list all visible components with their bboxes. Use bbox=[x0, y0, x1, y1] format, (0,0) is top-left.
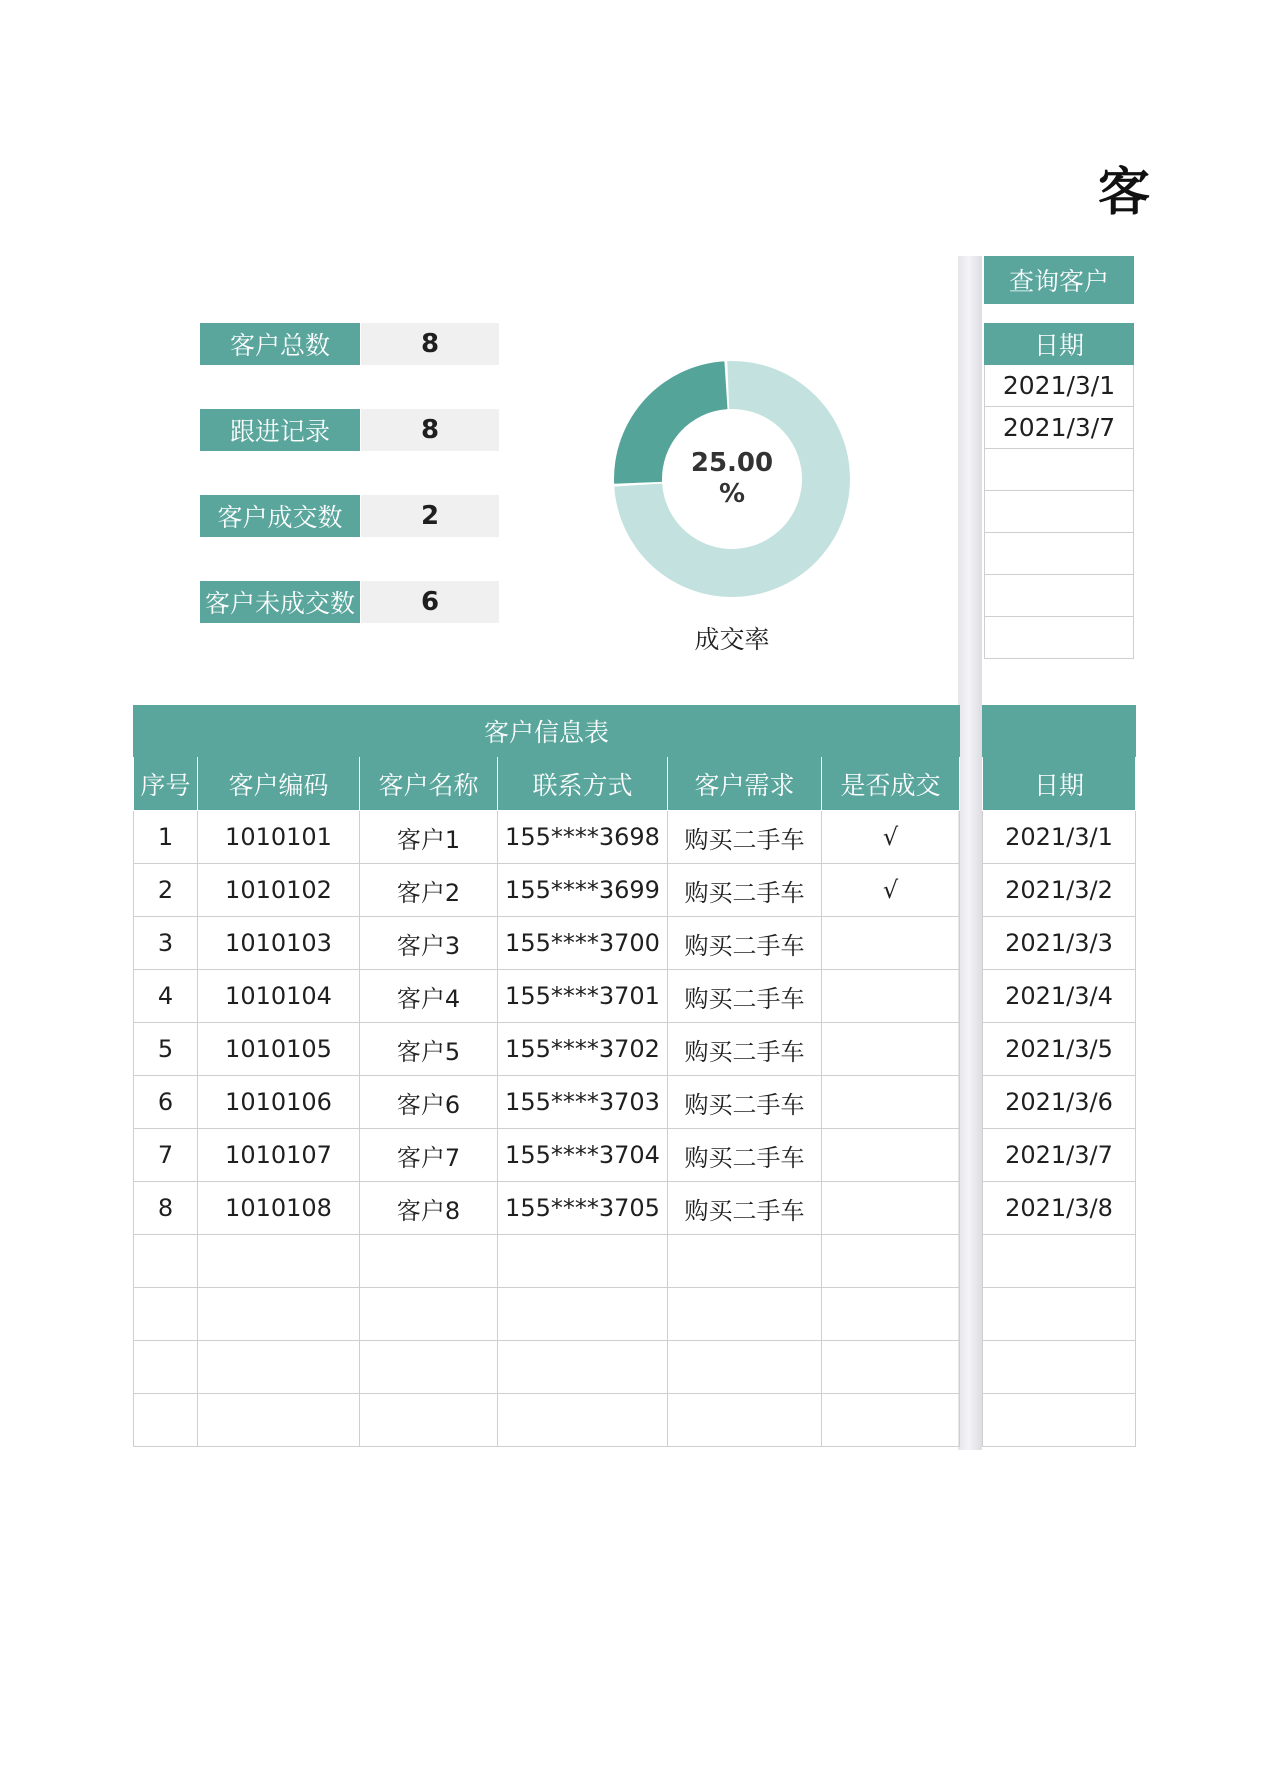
cell-index[interactable]: 8 bbox=[134, 1182, 198, 1235]
cell-need[interactable]: 购买二手车 bbox=[668, 970, 822, 1023]
cell-name[interactable] bbox=[360, 1288, 498, 1341]
column-header-need: 客户需求 bbox=[668, 757, 822, 811]
cell-deal[interactable] bbox=[822, 1182, 960, 1235]
page-title: 客 bbox=[1098, 163, 1151, 223]
column-header-date: 日期 bbox=[983, 757, 1136, 811]
cell-index[interactable]: 6 bbox=[134, 1076, 198, 1129]
cell-deal[interactable]: √ bbox=[822, 864, 960, 917]
date-row bbox=[983, 1288, 1136, 1341]
cell-index[interactable] bbox=[134, 1341, 198, 1394]
table-row bbox=[134, 1341, 960, 1394]
query-date-cell[interactable] bbox=[984, 533, 1134, 575]
cell-deal[interactable] bbox=[822, 1288, 960, 1341]
cell-index[interactable] bbox=[134, 1288, 198, 1341]
cell-index[interactable]: 1 bbox=[134, 811, 198, 864]
cell-name[interactable]: 客户1 bbox=[360, 811, 498, 864]
column-header-deal: 是否成交 bbox=[822, 757, 960, 811]
query-date-cell[interactable]: 2021/3/1 bbox=[984, 365, 1134, 407]
customer-info-table bbox=[133, 705, 960, 1447]
date-row bbox=[983, 1076, 1136, 1129]
cell-date[interactable]: 2021/3/4 bbox=[983, 970, 1136, 1023]
kpi-value-deals: 2 bbox=[361, 495, 499, 537]
cell-need[interactable]: 购买二手车 bbox=[668, 917, 822, 970]
table-row bbox=[134, 1182, 960, 1235]
date-table-caption bbox=[983, 706, 1136, 757]
cell-need[interactable]: 购买二手车 bbox=[668, 1023, 822, 1076]
cell-deal[interactable] bbox=[822, 1129, 960, 1182]
cell-index[interactable]: 5 bbox=[134, 1023, 198, 1076]
table-row bbox=[134, 864, 960, 917]
query-date-cell[interactable] bbox=[984, 617, 1134, 659]
table-row bbox=[134, 1076, 960, 1129]
cell-need[interactable]: 购买二手车 bbox=[668, 811, 822, 864]
query-date-header: 日期 bbox=[984, 323, 1134, 365]
cell-contact[interactable]: 155****3700 bbox=[498, 917, 668, 970]
date-row bbox=[983, 1182, 1136, 1235]
cell-contact[interactable] bbox=[498, 1341, 668, 1394]
cell-name[interactable]: 客户8 bbox=[360, 1182, 498, 1235]
cell-contact[interactable] bbox=[498, 1394, 668, 1447]
cell-contact[interactable]: 155****3704 bbox=[498, 1129, 668, 1182]
kpi-label-deals: 客户成交数 bbox=[200, 495, 360, 537]
date-row bbox=[983, 1129, 1136, 1182]
date-row bbox=[983, 1235, 1136, 1288]
cell-code[interactable]: 1010108 bbox=[198, 1182, 360, 1235]
cell-index[interactable]: 3 bbox=[134, 917, 198, 970]
cell-date[interactable] bbox=[983, 1394, 1136, 1447]
cell-code[interactable] bbox=[198, 1288, 360, 1341]
cell-contact[interactable]: 155****3705 bbox=[498, 1182, 668, 1235]
cell-code[interactable]: 1010107 bbox=[198, 1129, 360, 1182]
column-header-name: 客户名称 bbox=[360, 757, 498, 811]
date-row bbox=[983, 1394, 1136, 1447]
query-date-cell[interactable] bbox=[984, 491, 1134, 533]
table-row bbox=[134, 1288, 960, 1341]
cell-contact[interactable]: 155****3703 bbox=[498, 1076, 668, 1129]
table-row bbox=[134, 970, 960, 1023]
date-row bbox=[983, 917, 1136, 970]
cell-deal[interactable] bbox=[822, 1023, 960, 1076]
cell-name[interactable] bbox=[360, 1341, 498, 1394]
cell-index[interactable]: 7 bbox=[134, 1129, 198, 1182]
cell-date[interactable] bbox=[983, 1235, 1136, 1288]
cell-index[interactable] bbox=[134, 1394, 198, 1447]
date-row bbox=[983, 864, 1136, 917]
cell-date[interactable]: 2021/3/3 bbox=[983, 917, 1136, 970]
kpi-value-no-deals: 6 bbox=[361, 581, 499, 623]
table-row bbox=[134, 1394, 960, 1447]
cell-index[interactable]: 4 bbox=[134, 970, 198, 1023]
cell-date[interactable] bbox=[983, 1341, 1136, 1394]
cell-code[interactable] bbox=[198, 1341, 360, 1394]
cell-deal[interactable]: √ bbox=[822, 811, 960, 864]
cell-code[interactable]: 1010106 bbox=[198, 1076, 360, 1129]
table-caption: 客户信息表 bbox=[134, 706, 960, 757]
cell-contact[interactable] bbox=[498, 1288, 668, 1341]
chart-title: 成交率 bbox=[694, 625, 770, 654]
cell-name[interactable] bbox=[360, 1394, 498, 1447]
date-table bbox=[982, 705, 1136, 1447]
cell-deal[interactable] bbox=[822, 1076, 960, 1129]
panel-separator bbox=[958, 256, 982, 1450]
cell-name[interactable]: 客户5 bbox=[360, 1023, 498, 1076]
cell-need[interactable] bbox=[668, 1288, 822, 1341]
kpi-label-followups: 跟进记录 bbox=[200, 409, 360, 451]
date-row bbox=[983, 811, 1136, 864]
cell-contact[interactable]: 155****3702 bbox=[498, 1023, 668, 1076]
cell-name[interactable]: 客户4 bbox=[360, 970, 498, 1023]
cell-deal[interactable] bbox=[822, 970, 960, 1023]
cell-need[interactable]: 购买二手车 bbox=[668, 864, 822, 917]
table-row bbox=[134, 1235, 960, 1288]
cell-need[interactable]: 购买二手车 bbox=[668, 1076, 822, 1129]
cell-contact[interactable]: 155****3701 bbox=[498, 970, 668, 1023]
kpi-value-total-customers: 8 bbox=[361, 323, 499, 365]
cell-date[interactable]: 2021/3/1 bbox=[983, 811, 1136, 864]
table-row bbox=[134, 917, 960, 970]
cell-date[interactable]: 2021/3/6 bbox=[983, 1076, 1136, 1129]
column-header-index: 序号 bbox=[134, 757, 198, 811]
cell-code[interactable]: 1010102 bbox=[198, 864, 360, 917]
cell-name[interactable]: 客户3 bbox=[360, 917, 498, 970]
cell-contact[interactable]: 155****3699 bbox=[498, 864, 668, 917]
cell-date[interactable]: 2021/3/8 bbox=[983, 1182, 1136, 1235]
cell-need[interactable]: 购买二手车 bbox=[668, 1182, 822, 1235]
cell-need[interactable] bbox=[668, 1235, 822, 1288]
cell-code[interactable]: 1010104 bbox=[198, 970, 360, 1023]
query-date-cell[interactable] bbox=[984, 575, 1134, 617]
cell-index[interactable] bbox=[134, 1235, 198, 1288]
cell-need[interactable] bbox=[668, 1394, 822, 1447]
table-row bbox=[134, 1129, 960, 1182]
cell-deal[interactable] bbox=[822, 1235, 960, 1288]
query-date-list bbox=[984, 323, 1134, 659]
cell-deal[interactable] bbox=[822, 1394, 960, 1447]
kpi-label-no-deals: 客户未成交数 bbox=[200, 581, 360, 623]
cell-code[interactable] bbox=[198, 1394, 360, 1447]
cell-date[interactable]: 2021/3/5 bbox=[983, 1023, 1136, 1076]
cell-index[interactable]: 2 bbox=[134, 864, 198, 917]
table-row bbox=[134, 811, 960, 864]
cell-need[interactable] bbox=[668, 1341, 822, 1394]
query-panel bbox=[984, 256, 1134, 304]
donut-center-label bbox=[614, 448, 850, 510]
query-customer-header[interactable]: 查询客户 bbox=[984, 256, 1134, 304]
cell-name[interactable] bbox=[360, 1235, 498, 1288]
table-row bbox=[134, 1023, 960, 1076]
date-row bbox=[983, 1023, 1136, 1076]
cell-code[interactable]: 1010105 bbox=[198, 1023, 360, 1076]
cell-code[interactable] bbox=[198, 1235, 360, 1288]
query-date-cell[interactable]: 2021/3/7 bbox=[984, 407, 1134, 449]
cell-code[interactable]: 1010103 bbox=[198, 917, 360, 970]
donut-center-unit: % bbox=[718, 479, 746, 509]
cell-date[interactable] bbox=[983, 1288, 1136, 1341]
column-header-contact: 联系方式 bbox=[498, 757, 668, 811]
cell-name[interactable]: 客户7 bbox=[360, 1129, 498, 1182]
cell-name[interactable]: 客户6 bbox=[360, 1076, 498, 1129]
cell-deal[interactable] bbox=[822, 917, 960, 970]
cell-deal[interactable] bbox=[822, 1341, 960, 1394]
cell-date[interactable]: 2021/3/7 bbox=[983, 1129, 1136, 1182]
query-date-cell[interactable] bbox=[984, 449, 1134, 491]
cell-code[interactable]: 1010101 bbox=[198, 811, 360, 864]
cell-need[interactable]: 购买二手车 bbox=[668, 1129, 822, 1182]
donut-center-value: 25.00 bbox=[690, 448, 774, 478]
cell-name[interactable]: 客户2 bbox=[360, 864, 498, 917]
column-header-code: 客户编码 bbox=[198, 757, 360, 811]
cell-contact[interactable] bbox=[498, 1235, 668, 1288]
date-row bbox=[983, 970, 1136, 1023]
date-row bbox=[983, 1341, 1136, 1394]
cell-date[interactable]: 2021/3/2 bbox=[983, 864, 1136, 917]
kpi-label-total-customers: 客户总数 bbox=[200, 323, 360, 365]
cell-contact[interactable]: 155****3698 bbox=[498, 811, 668, 864]
kpi-value-followups: 8 bbox=[361, 409, 499, 451]
